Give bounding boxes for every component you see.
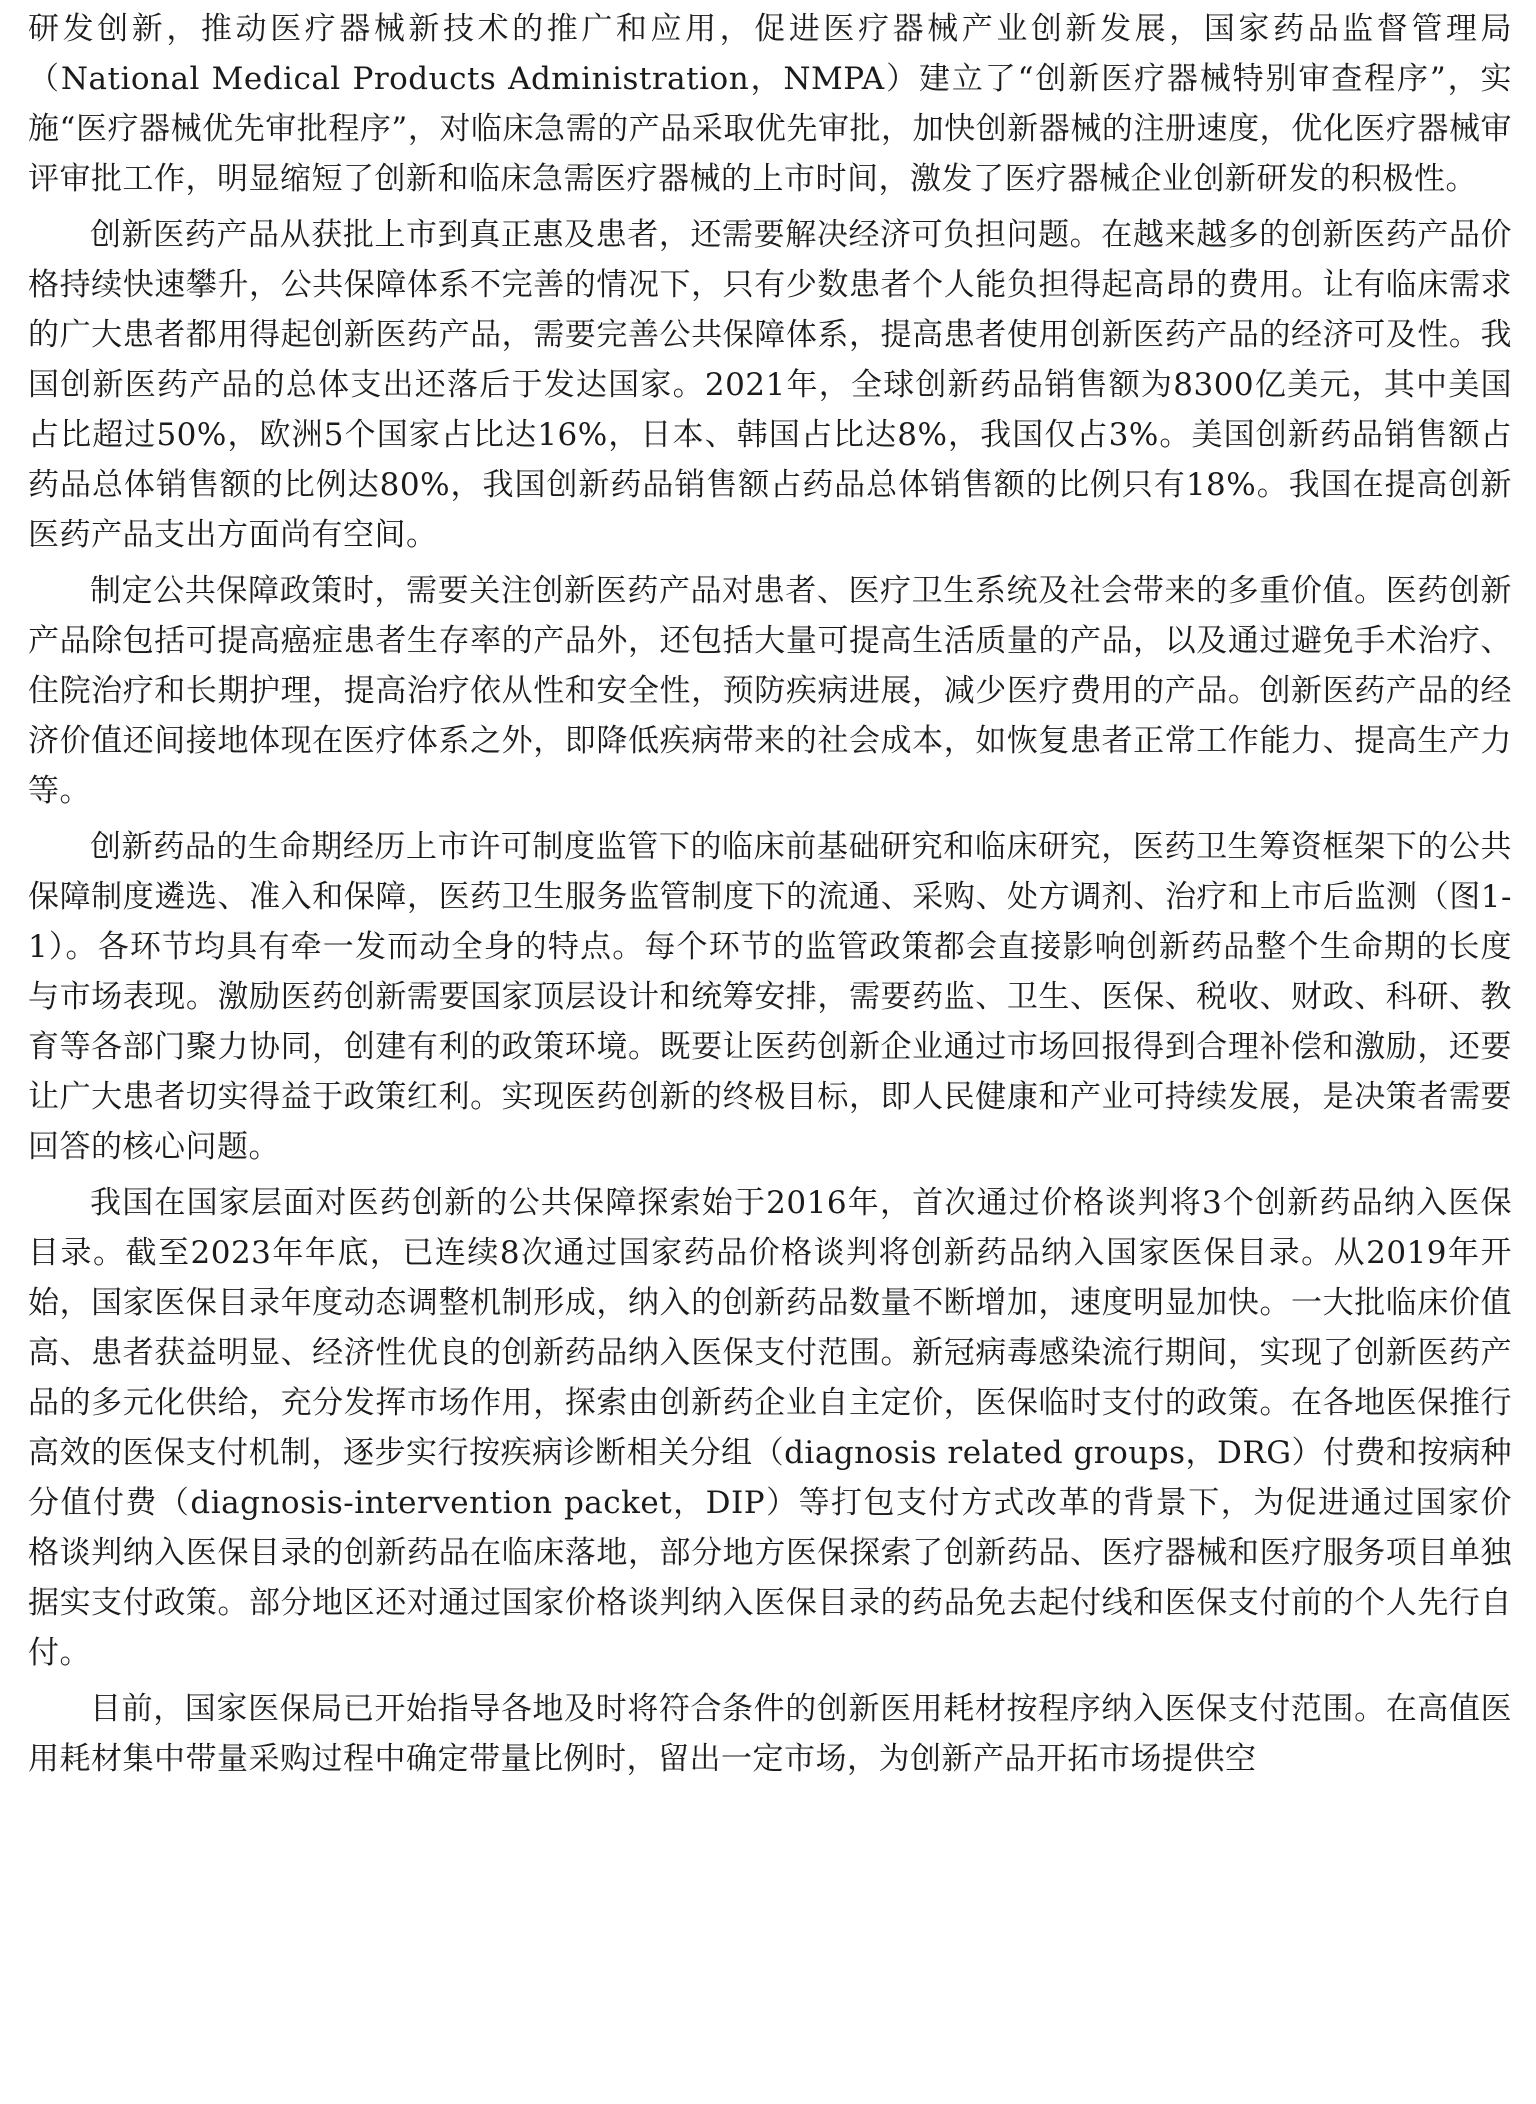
paragraph-2: 创新医药产品从获批上市到真正惠及患者，还需要解决经济可负担问题。在越来越多的创新医药产品价格持续快速攀升，公共保障体系不完善的情况下，只有少数患者个人能负担得起高昂的费用。让有临床需求的广大患者都用得起创新医药产品，需要完善公共保障体系，提高患者使用创新医药产品的经济可及性。我国创新医药产品的总体支出还落后于发达国家。2021年，全球创新药品销售额为8300亿美元，其中美国占比超过50%，欧洲5个国家占比达16%，日本、韩国占比达8%，我国仅占3%。美国创新药品销售额占药品总体销售额的比例达80%，我国创新药品销售额占药品总体销售额的比例只有18%。我国在提高创新医药产品支出方面尚有空间。 bbox=[28, 217, 1512, 553]
paragraph-6: 目前，国家医保局已开始指导各地及时将符合条件的创新医用耗材按程序纳入医保支付范围。在高值医用耗材集中带量采购过程中确定带量比例时，留出一定市场，为创新产品开拓市场提供空 bbox=[28, 1691, 1512, 1777]
document-page bbox=[28, 4, 1512, 1784]
paragraph-5: 我国在国家层面对医药创新的公共保障探索始于2016年，首次通过价格谈判将3个创新药品纳入医保目录。截至2023年年底，已连续8次通过国家药品价格谈判将创新药品纳入国家医保目录。从2019年开始，国家医保目录年度动态调整机制形成，纳入的创新药品数量不断增加，速度明显加快。一大批临床价值高、患者获益明显、经济性优良的创新药品纳入医保支付范围。新冠病毒感染流行期间，实现了创新医药产品的多元化供给，充分发挥市场作用，探索由创新药企业自主定价，医保临时支付的政策。在各地医保推行高效的医保支付机制，逐步实行按疾病诊断相关分组（diagnosis related groups，DRG）付费和按病种分值付费（diagnosis-intervention packet，DIP）等打包支付方式改革的背景下，为促进通过国家价格谈判纳入医保目录的创新药品在临床落地，部分地方医保探索了创新药品、医疗器械和医疗服务项目单独据实支付政策。部分地区还对通过国家价格谈判纳入医保目录的药品免去起付线和医保支付前的个人先行自付。 bbox=[28, 1185, 1512, 1671]
paragraph-1: 研发创新，推动医疗器械新技术的推广和应用，促进医疗器械产业创新发展，国家药品监督管理局（National Medical Products Administration，NMPA）建立了“创新医疗器械特别审查程序”，实施“医疗器械优先审批程序”，对临床急需的产品采取优先审批，加快创新器械的注册速度，优化医疗器械审评审批工作，明显缩短了创新和临床急需医疗器械的上市时间，激发了医疗器械企业创新研发的积极性。 bbox=[28, 11, 1512, 197]
paragraph-4: 创新药品的生命期经历上市许可制度监管下的临床前基础研究和临床研究，医药卫生筹资框架下的公共保障制度遴选、准入和保障，医药卫生服务监管制度下的流通、采购、处方调剂、治疗和上市后监测（图1-1）。各环节均具有牵一发而动全身的特点。每个环节的监管政策都会直接影响创新药品整个生命期的长度与市场表现。激励医药创新需要国家顶层设计和统筹安排，需要药监、卫生、医保、税收、财政、科研、教育等各部门聚力协同，创建有利的政策环境。既要让医药创新企业通过市场回报得到合理补偿和激励，还要让广大患者切实得益于政策红利。实现医药创新的终极目标，即人民健康和产业可持续发展，是决策者需要回答的核心问题。 bbox=[28, 829, 1512, 1165]
paragraph-3: 制定公共保障政策时，需要关注创新医药产品对患者、医疗卫生系统及社会带来的多重价值。医药创新产品除包括可提高癌症患者生存率的产品外，还包括大量可提高生活质量的产品，以及通过避免手术治疗、住院治疗和长期护理，提高治疗依从性和安全性，预防疾病进展，减少医疗费用的产品。创新医药产品的经济价值还间接地体现在医疗体系之外，即降低疾病带来的社会成本，如恢复患者正常工作能力、提高生产力等。 bbox=[28, 573, 1512, 809]
